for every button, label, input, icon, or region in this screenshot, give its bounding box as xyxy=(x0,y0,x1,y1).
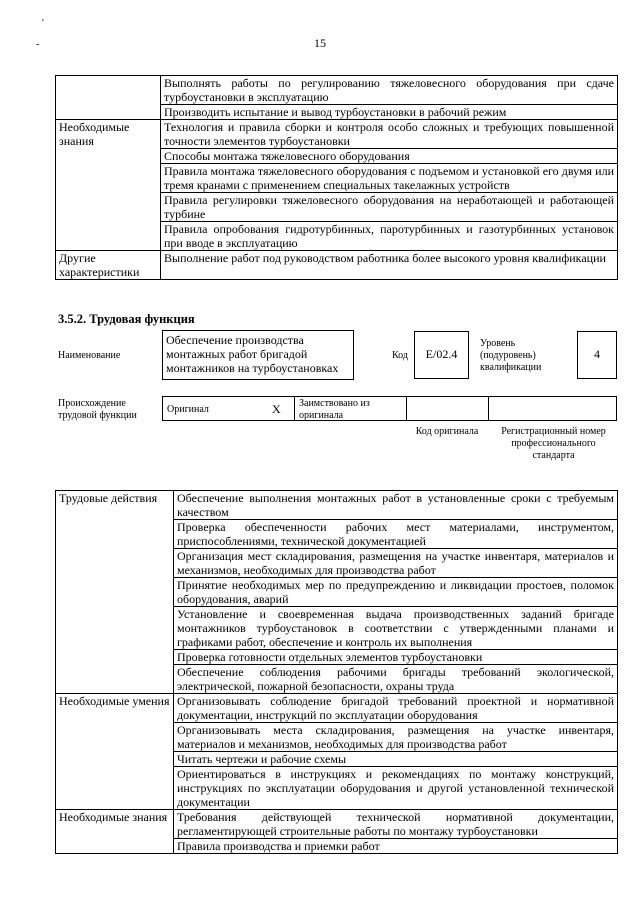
table-cell: Установление и своевременная выдача производственных заданий бригаде монтажников турбоустановок в соответствии с утвержденными планами и графиками работ, обеспечение и контроль их выполнения xyxy=(174,607,618,650)
row-group-label: Необходимые умения xyxy=(56,694,174,810)
table-cell: Ориентироваться в инструкциях и рекомендациях по монтажу конструкций, инструкциях по эксплуатации оборудования и другой установленной технической документации xyxy=(174,767,618,810)
margin-mark: - xyxy=(36,39,40,50)
table-cell: Способы монтажа тяжеловесного оборудования xyxy=(161,149,618,164)
margin-mark: ' xyxy=(42,18,44,29)
origin-divider xyxy=(406,396,407,421)
table-cell: Обеспечение выполнения монтажных работ в установленные сроки с требуемым качеством xyxy=(174,491,618,520)
table-cell: Выполнять работы по регулированию тяжеловесного оборудования при сдаче турбоустановки в эксплуатацию xyxy=(161,76,618,105)
labor-function-table xyxy=(55,490,618,854)
table-cell: Обеспечение соблюдения рабочими бригады требований экологической, электрической, пожарной безопасности, охраны труда xyxy=(174,665,618,694)
table-row xyxy=(56,120,618,149)
origin-divider xyxy=(488,396,489,421)
name-label: Наименование xyxy=(58,350,121,361)
table-cell: Технология и правила сборки и контроля особо сложных и требующих повышенной точности элементов турбоустановки xyxy=(161,120,618,149)
origin-divider xyxy=(294,396,295,421)
table-cell: Читать чертежи и рабочие схемы xyxy=(174,752,618,767)
table-row xyxy=(56,251,618,280)
table-row xyxy=(56,694,618,723)
row-group-label: Необходимые знания xyxy=(56,810,174,854)
borrowed-label: Заимствовано из оригинала xyxy=(299,398,370,421)
original-label: Оригинал xyxy=(167,404,209,415)
table-row xyxy=(56,491,618,520)
table-cell: Правила регулировки тяжеловесного оборудования на неработающей и работающей турбине xyxy=(161,193,618,222)
table-cell: Принятие необходимых мер по предупреждению и ликвидации простоев, поломок оборудования, аварий xyxy=(174,578,618,607)
level-value: 4 xyxy=(594,347,600,361)
row-group-label: Другие характеристики xyxy=(56,251,161,280)
row-group-label: Трудовые действия xyxy=(56,491,174,694)
table-cell: Производить испытание и вывод турбоустановки в рабочий режим xyxy=(161,105,618,120)
qualification-level-label: Уровень (подуровень) квалификации xyxy=(480,338,542,373)
table-cell: Правила монтажа тяжеловесного оборудования с подъемом и установкой его двумя или тремя кранами с применением специальных такелажных устройств xyxy=(161,164,618,193)
table-row xyxy=(56,810,618,839)
reg-number-caption: Регистрационный номер профессионального стандарта xyxy=(501,426,606,461)
table-cell: Правила опробования гидротурбинных, паротурбинных и газотурбинных установок при вводе в эксплуатацию xyxy=(161,222,618,251)
table-row xyxy=(56,76,618,105)
page-number: 15 xyxy=(314,36,326,50)
skills-table-previous-function xyxy=(55,75,618,280)
code-value: E/02.4 xyxy=(425,347,458,361)
table-cell: Выполнение работ под руководством работника более высокого уровня квалификации xyxy=(161,251,618,280)
section-heading: 3.5.2. Трудовая функция xyxy=(58,312,195,326)
table-cell: Организовывать места складирования, размещения на участке инвентаря, материалов и механизмов, необходимых для производства работ xyxy=(174,723,618,752)
table-cell: Проверка обеспеченности рабочих мест материалами, инструментом, приспособлениями, технической документацией xyxy=(174,520,618,549)
code-label: Код xyxy=(392,350,408,361)
row-group-label: Необходимые знания xyxy=(56,120,161,251)
function-name: Обеспечение производства монтажных работ бригадой монтажников на турбоустановках xyxy=(166,333,339,375)
table-cell: Требования действующей технической нормативной документации, регламентирующей строительные работы по монтажу турбоустановки xyxy=(174,810,618,839)
table-cell: Организация мест складирования, размещения на участке инвентаря, материалов и механизмов, необходимых для производства работ xyxy=(174,549,618,578)
row-group-label xyxy=(56,76,161,120)
table-cell: Проверка готовности отдельных элементов турбоустановки xyxy=(174,650,618,665)
code-original-caption: Код оригинала xyxy=(415,426,479,437)
table-cell: Организовывать соблюдение бригадой требований проектной и нормативной документации, инструкций по эксплуатации оборудования xyxy=(174,694,618,723)
original-mark: X xyxy=(272,402,281,416)
table-cell: Правила производства и приемки работ xyxy=(174,839,618,854)
origin-label: Происхождение трудовой функции xyxy=(58,398,137,421)
